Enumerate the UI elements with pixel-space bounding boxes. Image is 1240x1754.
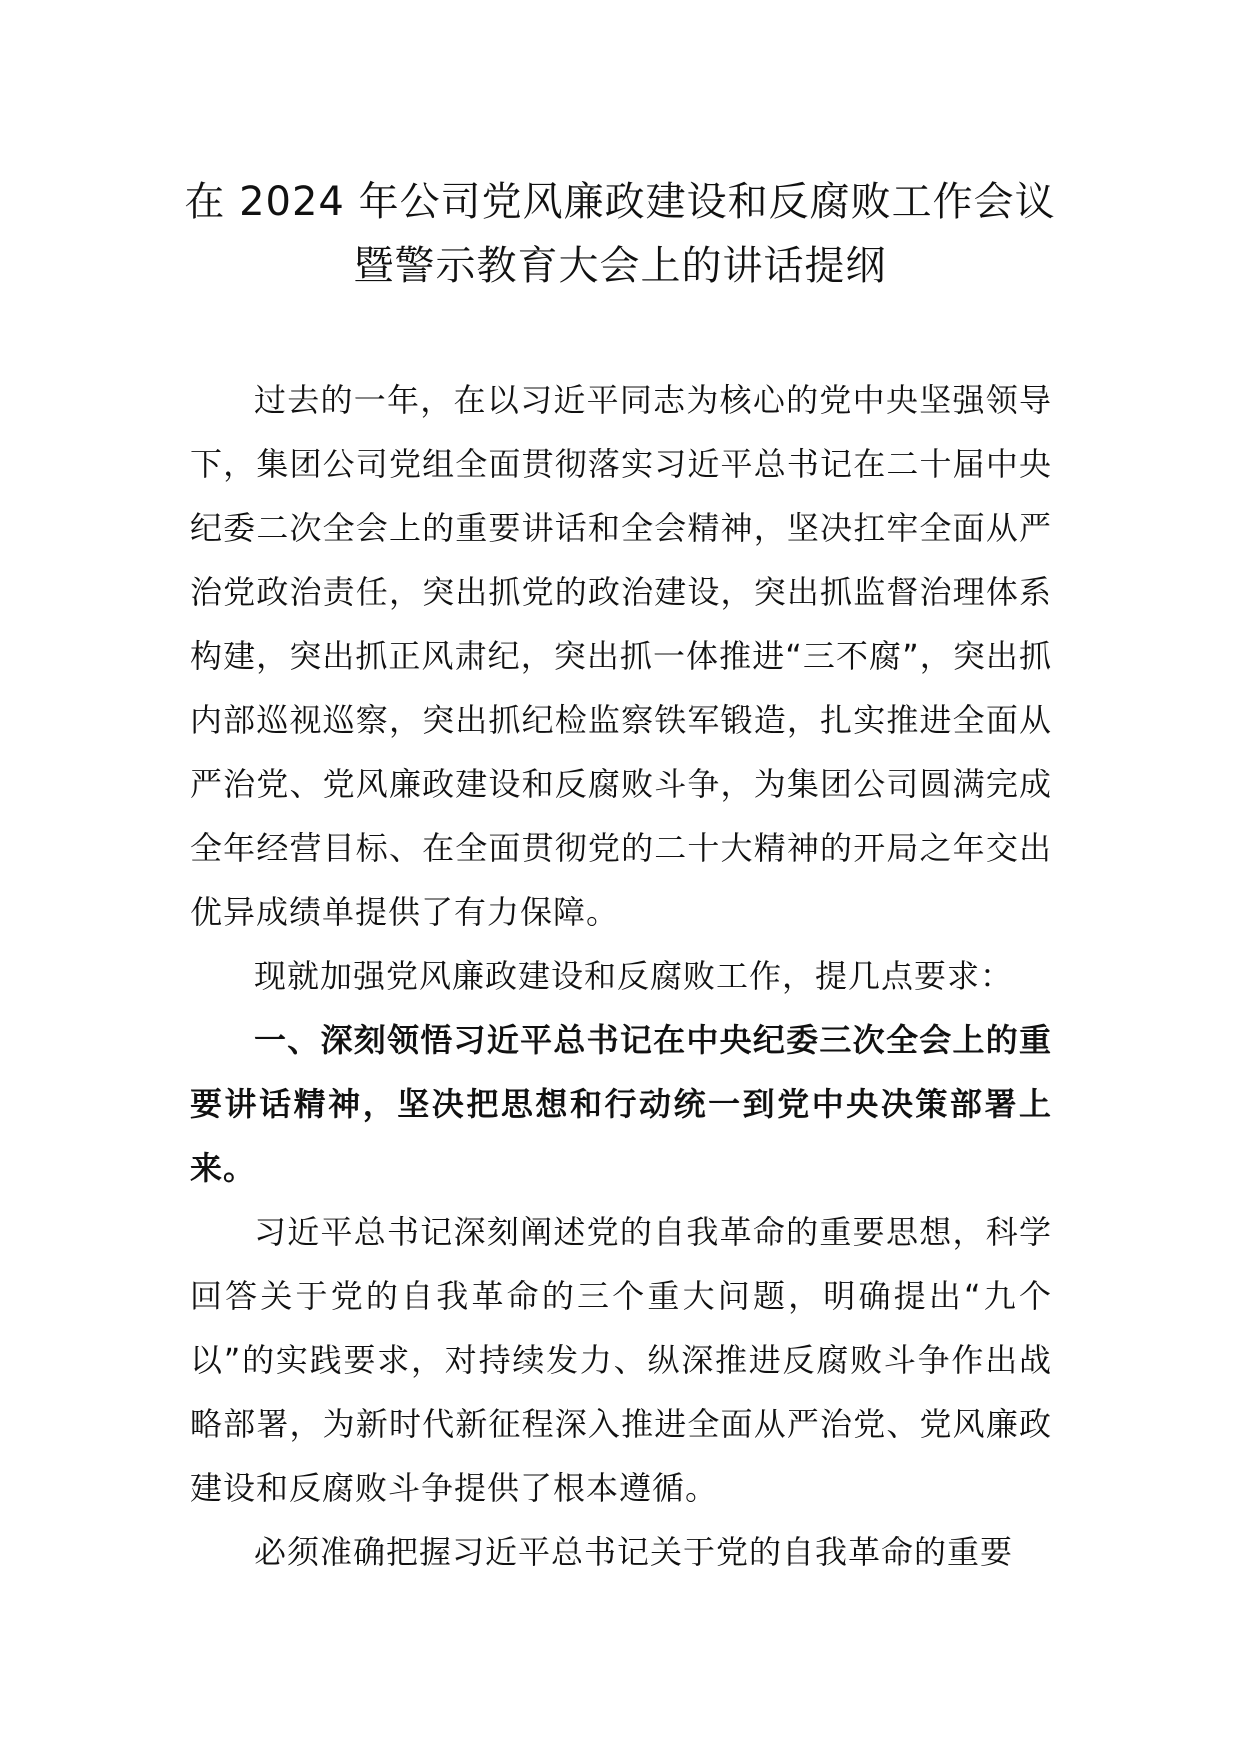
paragraph-must-grasp: 必须准确把握习近平总书记关于党的自我革命的重要 xyxy=(254,1533,1014,1571)
document-title xyxy=(150,170,1090,298)
title-line-1: 在 2024 年公司党风廉政建设和反腐败工作会议 xyxy=(184,179,1056,225)
paragraph-requirements-intro: 现就加强党风廉政建设和反腐败工作，提几点要求： xyxy=(254,957,1014,995)
paragraph-self-revolution: 习近平总书记深刻阐述党的自我革命的重要思想，科学回答关于党的自我革命的三个重大问题，明确提出“九个以”的实践要求，对持续发力、纵深推进反腐败斗争作出战略部署，为新时代新征程深入推进全面从严治党、党风廉政建设和反腐败斗争提供了根本遵循。 xyxy=(190,1213,1052,1507)
title-line-2: 暨警示教育大会上的讲话提纲 xyxy=(353,243,887,289)
section-heading-1: 一、深刻领悟习近平总书记在中央纪委三次全会上的重要讲话精神，坚决把思想和行动统一到党中央决策部署上来。 xyxy=(190,1021,1052,1187)
paragraph-review: 过去的一年，在以习近平同志为核心的党中央坚强领导下，集团公司党组全面贯彻落实习近平总书记在二十届中央纪委二次全会上的重要讲话和全会精神，坚决扛牢全面从严治党政治责任，突出抓党的政治建设，突出抓监督治理体系构建，突出抓正风肃纪，突出抓一体推进“三不腐”，突出抓内部巡视巡察，突出抓纪检监察铁军锻造，扎实推进全面从严治党、党风廉政建设和反腐败斗争，为集团公司圆满完成全年经营目标、在全面贯彻党的二十大精神的开局之年交出优异成绩单提供了有力保障。 xyxy=(190,381,1052,931)
document-body xyxy=(190,368,1052,1584)
